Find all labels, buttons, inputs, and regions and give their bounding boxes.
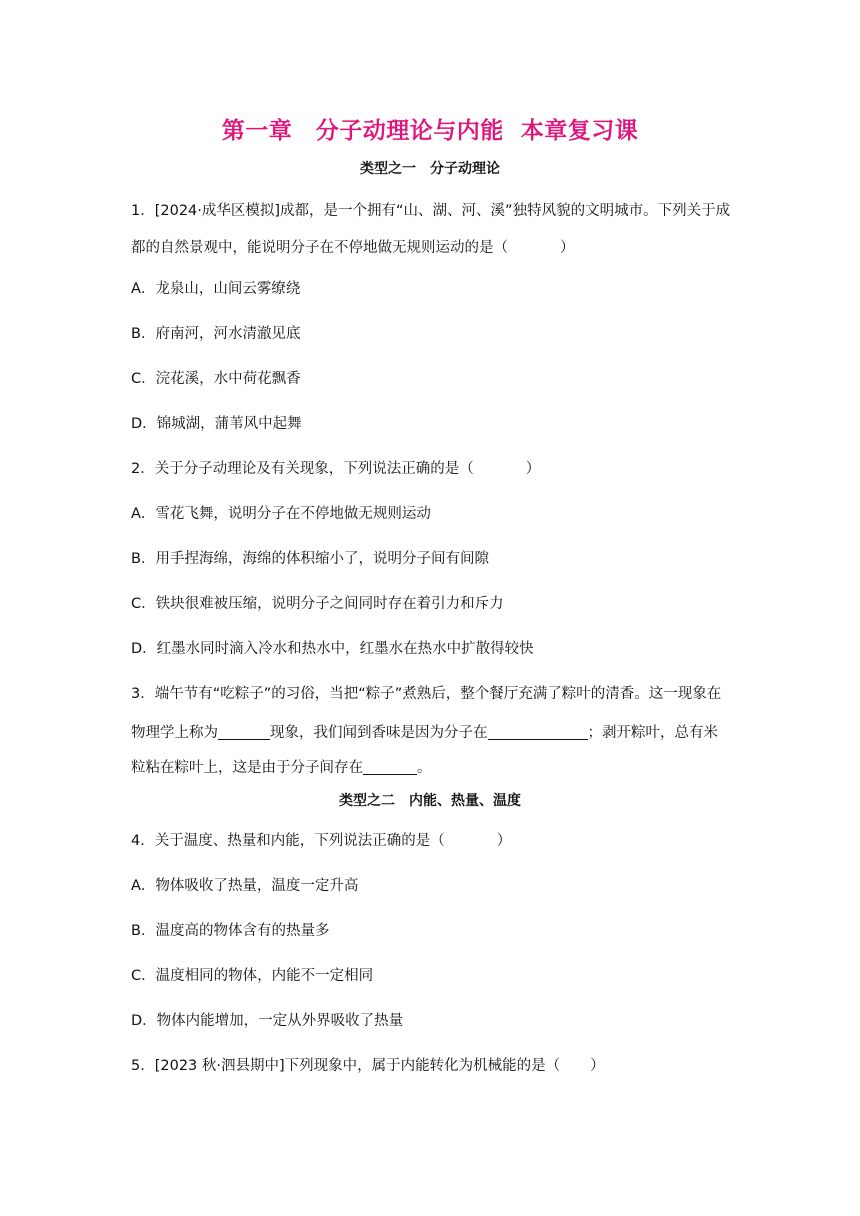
question-3-line-3 [131,756,432,777]
chapter-title: 第一章 分子动理论与内能 本章复习课 [221,118,639,144]
section-heading-2: 类型之二 内能、热量、温度 [339,793,521,809]
question-2-option-d: D．红墨水同时滴入冷水和热水中，红墨水在热水中扩散得较快 [131,641,534,657]
question-5-stem [131,1054,605,1075]
question-3-line-2 [131,721,718,742]
question-3-text: ；剥开粽叶，总有米 [587,725,718,741]
question-4-stem [131,829,511,850]
question-1-stem-line-1: 1．[2024·成华区模拟]成都，是一个拥有“山、湖、河、溪”独特风貌的文明城市。下列关于成 [131,203,731,219]
question-4-option-d: D．物体内能增加，一定从外界吸收了热量 [131,1013,404,1029]
question-3-text: 物理学上称为 [131,725,218,741]
fill-blank-1[interactable] [218,723,270,740]
question-1-stem-line-2 [131,236,575,257]
question-2-stem [131,457,540,478]
question-2-stem-text: 2．关于分子动理论及有关现象，下列说法正确的是（ [131,461,474,477]
question-4-option-a: A．物体吸收了热量，温度一定升高 [131,878,359,894]
fill-blank-3[interactable] [363,758,417,775]
question-2-option-a: A．雪花飞舞，说明分子在不停地做无规则运动 [131,506,431,522]
question-1-option-d: D．锦城湖，蒲苇风中起舞 [131,416,302,432]
question-1-option-a: A．龙泉山，山间云雾缭绕 [131,281,301,297]
question-3-text: 现象，我们闻到香味是因为分子在 [270,725,488,741]
question-1-option-c: C．浣花溪，水中荷花飘香 [131,371,301,387]
close-paren: ） [525,461,541,477]
question-4-stem-text: 4．关于温度、热量和内能，下列说法正确的是（ [131,833,445,849]
section-heading-1: 类型之一 分子动理论 [360,161,500,177]
close-paren: ） [590,1058,605,1074]
question-1-stem-text: 都的自然景观中，能说明分子在不停地做无规则运动的是（ [131,240,508,256]
question-4-option-c: C．温度相同的物体，内能不一定相同 [131,968,374,984]
question-2-option-b: B．用手捏海绵，海绵的体积缩小了，说明分子间有间隙 [131,551,489,567]
close-paren: ） [560,240,575,256]
question-3-line-1: 3．端午节有“吃粽子”的习俗，当把“粽子”煮熟后，整个餐厅充满了粽叶的清香。这一现象在 [131,686,722,702]
question-2-option-c: C．铁块很难被压缩，说明分子之间同时存在着引力和斥力 [131,596,504,612]
question-3-text: 。 [417,760,432,776]
question-3-text: 粒粘在粽叶上，这是由于分子间存在 [131,760,363,776]
question-5-stem-text: 5．[2023 秋·泗县期中]下列现象中，属于内能转化为机械能的是（ [131,1058,561,1074]
close-paren: ） [496,833,512,849]
question-1-option-b: B．府南河，河水清澈见底 [131,326,301,342]
question-4-option-b: B．温度高的物体含有的热量多 [131,923,330,939]
fill-blank-2[interactable] [488,723,588,740]
